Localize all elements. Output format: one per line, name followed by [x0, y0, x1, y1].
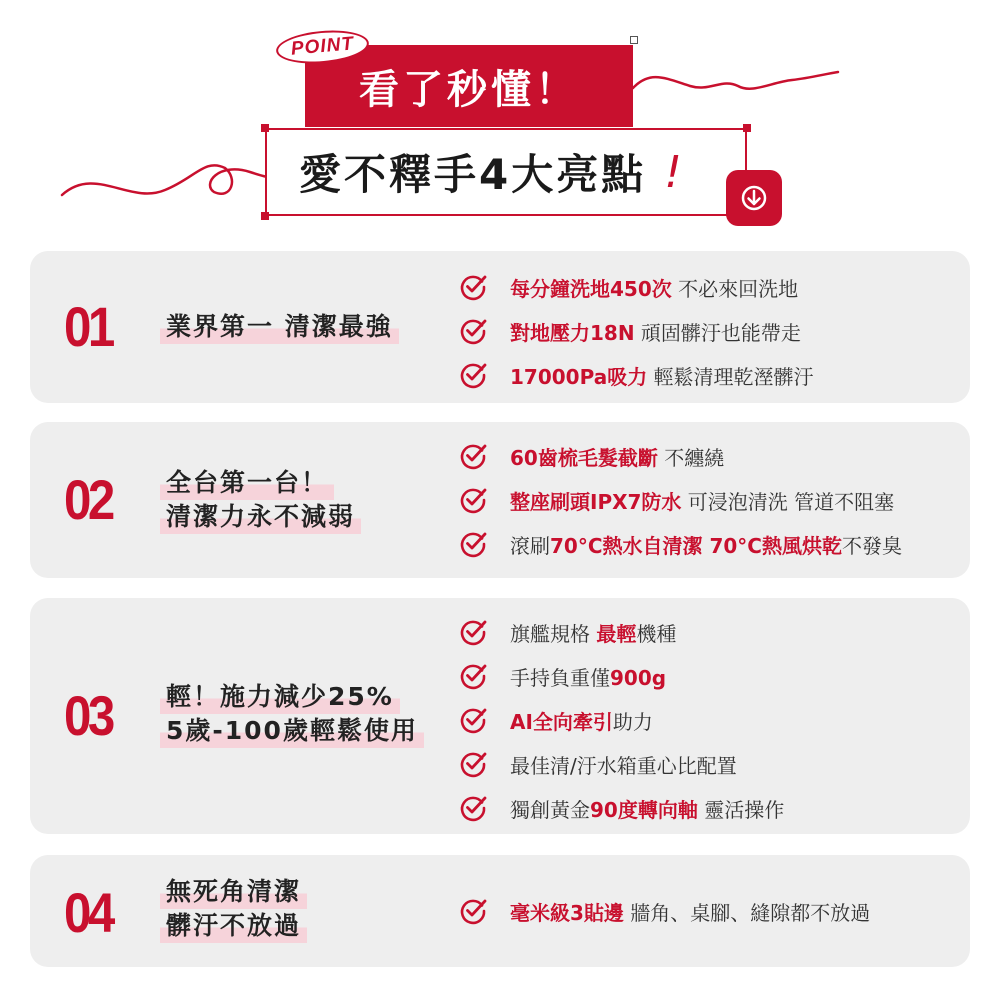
check-icon [458, 485, 488, 515]
card-title [160, 310, 399, 344]
check-icon [458, 360, 488, 390]
feature-segment: 最佳清/汙水箱重心比配置 [510, 753, 737, 778]
feature-text [510, 618, 676, 647]
feature-item [458, 610, 784, 654]
feature-highlight: 每分鐘洗地450次 [510, 276, 672, 301]
feature-highlight: 900g [610, 665, 667, 690]
feature-segment: 輕鬆清理乾溼髒汙 [647, 364, 814, 389]
feature-segment: 靈活操作 [697, 797, 785, 822]
check-icon [458, 441, 488, 471]
check-icon [458, 705, 488, 735]
feature-item [458, 742, 784, 786]
check-icon [458, 617, 488, 647]
feature-highlight: AI全向牽引 [510, 709, 613, 734]
feature-list [458, 434, 902, 566]
feature-text [510, 317, 801, 346]
corner-handle [630, 36, 638, 44]
card-number: 02 [64, 468, 112, 531]
feature-item [458, 309, 814, 353]
feature-segment: 不纏繞 [657, 445, 725, 470]
point-tag: POINT [275, 27, 370, 67]
feature-text [510, 442, 724, 471]
feature-highlight: 毫米級3貼邊 [510, 900, 624, 925]
feature-highlight: 70°C熱水自清潔 70°C熱風烘乾 [550, 533, 842, 558]
feature-segment: 牆角、桌腳、縫隙都不放過 [623, 900, 871, 925]
check-icon [458, 272, 488, 302]
headline-banner [265, 128, 747, 216]
feature-item [458, 478, 902, 522]
highlight-card-4 [30, 855, 970, 967]
card-title-line: 清潔力永不減弱 [160, 500, 361, 534]
feature-text [510, 706, 653, 735]
highlight-card-2 [30, 422, 970, 578]
feature-item [458, 522, 902, 566]
highlight-card-3 [30, 598, 970, 834]
corner-handle [261, 212, 269, 220]
card-title-line: 無死角清潔 [160, 875, 307, 909]
feature-text [510, 750, 737, 779]
card-title-line: 業界第一 清潔最強 [160, 310, 399, 344]
feature-text [510, 897, 870, 926]
feature-text [510, 273, 798, 302]
feature-segment: 旗艦規格 [510, 621, 597, 646]
check-icon [458, 749, 488, 779]
feature-item [458, 353, 814, 397]
card-title-line: 全台第一台！ [160, 466, 334, 500]
feature-text [510, 486, 894, 515]
highlight-card-1 [30, 251, 970, 403]
tagline-banner: 看了秒懂！ [305, 45, 633, 127]
feature-item [458, 654, 784, 698]
header [0, 0, 1000, 240]
feature-text [510, 662, 666, 691]
feature-highlight: 最輕 [596, 621, 637, 646]
feature-segment: 頑固髒汙也能帶走 [634, 320, 801, 345]
card-title [160, 680, 424, 748]
card-number: 03 [64, 684, 112, 747]
feature-segment: 可浸泡清洗 管道不阻塞 [681, 489, 895, 514]
feature-highlight: 90度轉向軸 [590, 797, 698, 822]
feature-segment: 不必來回洗地 [671, 276, 799, 301]
feature-segment: 手持負重僅 [510, 665, 610, 690]
card-title [160, 466, 361, 534]
feature-list [458, 889, 870, 933]
feature-highlight: 對地壓力18N [510, 320, 635, 345]
feature-segment: 助力 [612, 709, 653, 734]
check-icon [458, 661, 488, 691]
feature-text [510, 361, 814, 390]
arrow-down-button[interactable] [726, 170, 782, 226]
card-title [160, 875, 307, 943]
card-title-line: 5歲-100歲輕鬆使用 [160, 714, 424, 748]
card-number: 04 [64, 881, 112, 944]
card-title-line: 髒汙不放過 [160, 909, 307, 943]
feature-item [458, 434, 902, 478]
feature-highlight: 60齒梳毛髮截斷 [510, 445, 658, 470]
feature-segment: 獨創黃金 [510, 797, 590, 822]
check-icon [458, 529, 488, 559]
feature-item [458, 698, 784, 742]
feature-segment: 不發臭 [841, 533, 902, 558]
feature-text [510, 530, 902, 559]
check-icon [458, 793, 488, 823]
corner-handle [261, 124, 269, 132]
feature-list [458, 265, 814, 397]
card-number: 01 [64, 295, 112, 358]
card-title-line: 輕！施力減少25% [160, 680, 400, 714]
check-icon [458, 896, 488, 926]
feature-highlight: 整座刷頭IPX7防水 [510, 489, 682, 514]
check-icon [458, 316, 488, 346]
feature-item [458, 265, 814, 309]
arrow-down-icon [739, 183, 769, 213]
corner-handle [743, 124, 751, 132]
feature-item [458, 786, 784, 830]
feature-segment: 滾刷 [510, 533, 550, 558]
feature-highlight: 17000Pa吸力 [510, 364, 648, 389]
feature-item [458, 889, 870, 933]
headline-text: 愛不釋手4大亮點 [299, 150, 647, 199]
exclamation-mark: ! [664, 146, 685, 198]
feature-text [510, 794, 784, 823]
feature-segment: 機種 [636, 621, 677, 646]
feature-list [458, 610, 784, 830]
